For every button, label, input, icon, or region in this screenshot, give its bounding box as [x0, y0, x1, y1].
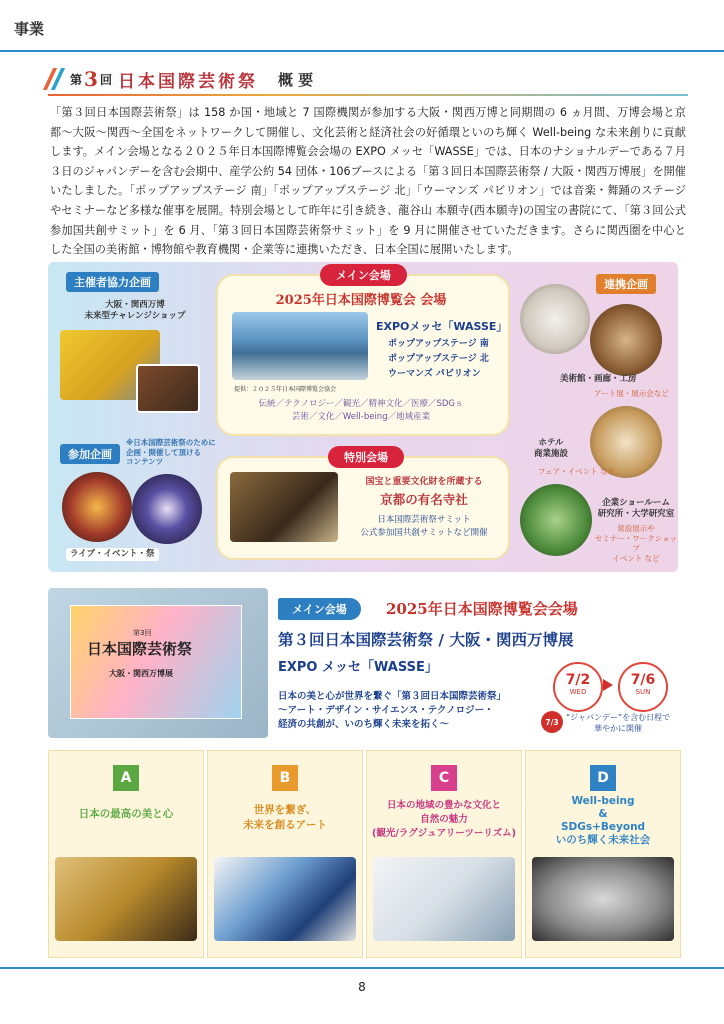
keywords-line: 芸術／文化／Well-being／地域産業: [291, 412, 431, 422]
photo-credit: 提供：２０２５年日本国際博覧会協会: [234, 386, 337, 393]
japan-day-text: “ジャパンデー”を含む日程で 華やかに開催: [566, 713, 671, 733]
venue-item: ポップアップステージ 南: [388, 339, 489, 349]
banner-venue: 2025年日本国際博覧会会場: [386, 600, 578, 618]
intro-paragraph: 「第３回日本国際芸術祭」は 158 か国・地域と 7 国際機関が参加する大阪・関西万博と同期間の 6 ヵ月間、万博会場と京都〜大阪〜関西〜全国をネットワークして開催し、文化芸術と経済社会の好循環といのち輝く Well-being な未来創りに貢献します。メイン会場となる２０２５年日本国際博覧会会場の EXPO メッセ「WASSE」では、日本のナショナルデーである７月３日のジャパンデーを含む会期中、産学公約 54 団体・106ブースによる「第３回日本国際芸術祭 / 大阪・関西万博展」を開催いたしました。「ポップアップステージ 南」「ポップアップステージ 北」「ウーマンズ パビリオン」では音楽・舞踊のステージやセミナーなど多様な催事を展開。特別会場として昨年に引き続き、龍谷山 本願寺(西本願寺)の国宝の書院にて、「第３回公式参加国共創サミット」を 6 月、「第３回日本国際芸術祭サミット」を 9 月に開催させていただきます。さらに関西圏を中心とした全国の美術館・博物館や教育機関・企業等に連携いただき、日本全国に展開いたします。: [50, 106, 686, 257]
tag-partner: 連携企画: [596, 274, 656, 294]
card-letter: D: [590, 765, 616, 791]
main-venue-items: [388, 337, 489, 382]
page-number: 8: [358, 980, 366, 994]
card-text: 日本の最高の美と心: [78, 808, 174, 820]
gold-screen-photo: [55, 857, 197, 941]
banner-description: 日本の美と心が世界を繋ぐ「第３回日本国際芸術祭」 〜アート・デザイン・サイエンス・テクノロジー・ 経済の共創が、いのち輝く未来を拓く〜: [278, 691, 507, 730]
sign-sub-text: 大阪・関西万博展: [109, 669, 173, 678]
title-prefix: 第: [70, 72, 83, 87]
sign-small-text: 第3回: [133, 629, 152, 637]
start-date-badge: [553, 662, 603, 712]
title-overview: 概 要: [277, 70, 314, 89]
start-date: 7/2: [565, 672, 591, 688]
card-letter: C: [431, 765, 457, 791]
partner-caption: 企業ショールーム 研究所・大学研究室: [597, 498, 675, 519]
main-venue-title: 2025年日本国際博覧会 会場: [275, 293, 447, 308]
main-keywords: [216, 398, 506, 424]
shop-interior-photo: [136, 364, 200, 413]
title-number: 3: [84, 67, 98, 91]
partner-caption: 常設展示や セミナー・ワークショップ イベント など: [594, 524, 678, 563]
banner-headline: 第３回日本国際芸術祭 / 大阪・関西万博展: [278, 631, 574, 649]
theme-card-d: [525, 750, 681, 958]
main-venue-name: EXPOメッセ「WASSE」: [376, 320, 508, 333]
banner-pill: メイン会場: [278, 598, 361, 620]
card-text: Well-being & SDGs+Beyond いのち輝く未来社会: [555, 795, 651, 846]
festival-photo: [62, 472, 132, 542]
title-underline: [48, 94, 688, 96]
art-exhibit-photo: [214, 857, 356, 941]
special-line: 京都の有名寺社: [380, 492, 468, 507]
end-day: SUN: [635, 688, 651, 696]
partner-caption: 美術館・画廊・工房: [560, 374, 637, 384]
atelier-photo: [590, 304, 662, 376]
card-letter: B: [272, 765, 298, 791]
participant-note: ※日本国際芸術祭のために 企画・開催して頂ける コンテンツ: [126, 438, 216, 466]
expo-model-photo: [532, 857, 674, 941]
partner-caption: アート展・展示会など: [594, 389, 669, 398]
keywords-line: 伝統／テクノロジー／観光／精神文化／医療／SDGｓ: [258, 399, 464, 409]
partner-caption: ホテル 商業施設: [534, 438, 569, 459]
sign-main-text: 日本国際芸術祭: [87, 640, 193, 658]
venue-diagram: [48, 262, 678, 572]
special-venue-text: [344, 474, 504, 540]
card-text: 世界を繋ぎ、 未来を創るアート: [243, 804, 327, 831]
organizer-caption: 大阪・関西万博 未来型チャレンジショップ: [84, 300, 186, 321]
banner-subhead: EXPO メッセ「WASSE」: [278, 660, 438, 675]
header-divider: [0, 50, 724, 52]
special-line: 公式参加国共創サミットなど開催: [360, 528, 488, 538]
japan-day-badge: 7/3: [541, 711, 563, 733]
concert-photo: [132, 474, 202, 544]
tag-organizer: 主催者協力企画: [66, 272, 159, 292]
special-line: 日本国際芸術祭サミット: [377, 515, 471, 525]
section-label: 事業: [14, 20, 45, 38]
end-date: 7/6: [630, 672, 656, 688]
card-letter: A: [113, 765, 139, 791]
start-day: WED: [569, 688, 587, 696]
title-main: 日本国際芸術祭: [117, 71, 258, 92]
venue-item: ポップアップステージ 北: [388, 354, 489, 364]
tourism-booth-photo: [373, 857, 515, 941]
special-line: 国宝と重要文化財を所蔵する: [365, 477, 483, 487]
theme-card-c: [366, 750, 522, 958]
end-date-badge: [618, 662, 668, 712]
footer-divider: [0, 967, 724, 969]
live-caption: ライブ・イベント・祭: [66, 548, 159, 561]
main-venue-pill: メイン会場: [320, 264, 407, 286]
title-suffix: 回: [99, 72, 112, 87]
venue-item: ウーマンズ パビリオン: [388, 369, 481, 379]
partner-caption: フェア・イベント など: [538, 467, 616, 476]
campus-photo: [520, 484, 592, 556]
theme-card-a: [48, 750, 204, 958]
card-text: 日本の地域の豊かな文化と 自然の魅力 (観光/ラグジュアリーツーリズム): [371, 800, 516, 839]
page-title: [48, 66, 313, 92]
exhibition-sign: [70, 605, 242, 719]
temple-hall-photo: [230, 472, 338, 542]
gallery-photo: [520, 284, 590, 354]
theme-card-b: [207, 750, 363, 958]
special-venue-pill: 特別会場: [328, 446, 404, 468]
expo-aerial-photo: [232, 312, 368, 380]
tag-participant: 参加企画: [60, 444, 120, 464]
arrow-right-icon: [603, 679, 613, 691]
